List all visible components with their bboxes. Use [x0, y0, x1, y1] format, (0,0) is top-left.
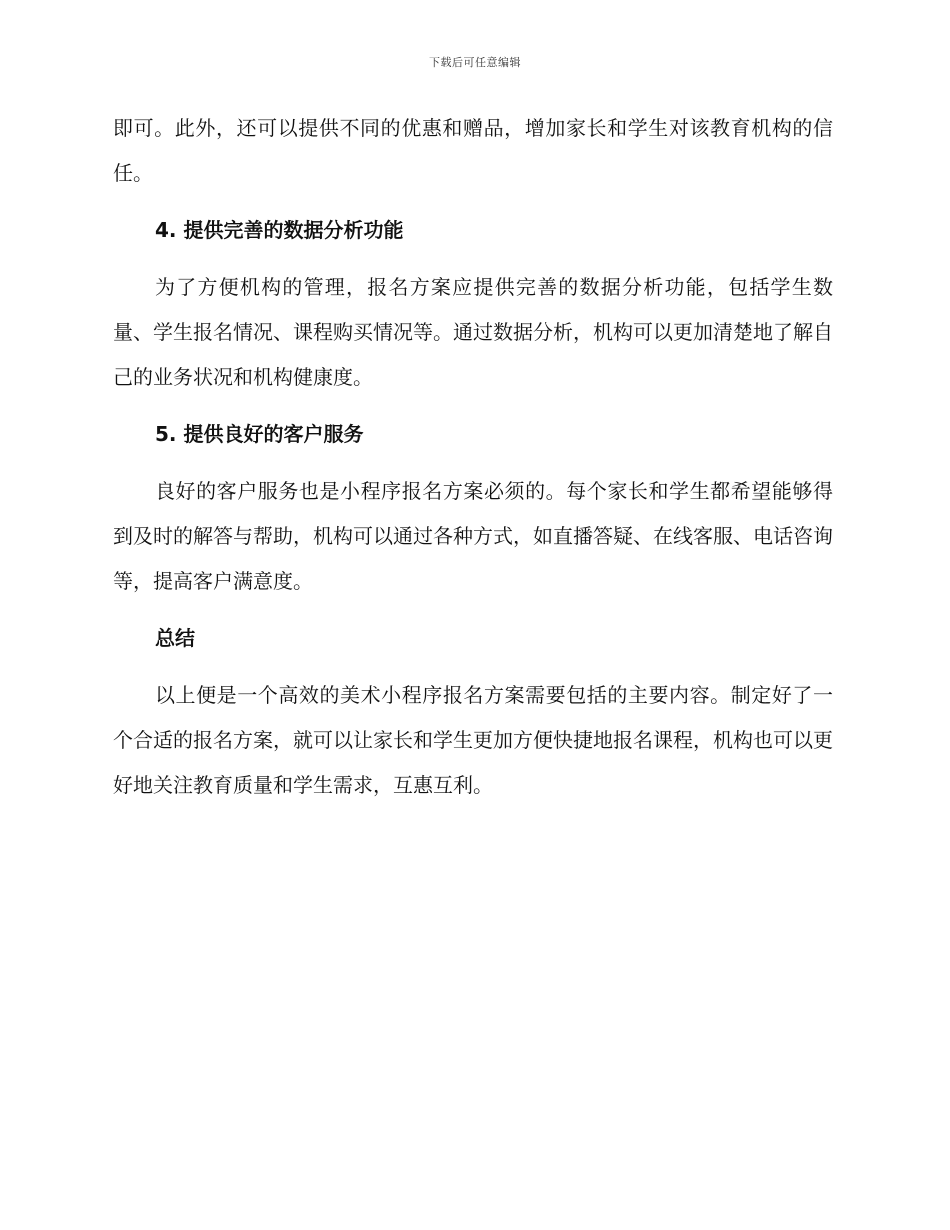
paragraph-customer-service: 良好的客户服务也是小程序报名方案必须的。每个家长和学生都希望能够得到及时的解答与帮助，机构可以通过各种方式，如直播答疑、在线客服、电话咨询等，提高客户满意度。 [113, 479, 833, 593]
paragraph-summary: 以上便是一个高效的美术小程序报名方案需要包括的主要内容。制定好了一个合适的报名方案，就可以让家长和学生更加方便快捷地报名课程，机构也可以更好地关注教育质量和学生需求，互惠互利。 [113, 683, 833, 797]
section-heading-data-analysis: 4. 提供完善的数据分析功能 [155, 218, 404, 242]
page-header-note: 下载后可任意编辑 [429, 56, 521, 69]
section-heading-customer-service: 5. 提供良好的客户服务 [155, 422, 364, 446]
paragraph-data-analysis: 为了方便机构的管理，报名方案应提供完善的数据分析功能，包括学生数量、学生报名情况、课程购买情况等。通过数据分析，机构可以更加清楚地了解自己的业务状况和机构健康度。 [113, 275, 833, 389]
document-body [113, 106, 833, 820]
paragraph-continuation: 即可。此外，还可以提供不同的优惠和赠品，增加家长和学生对该教育机构的信任。 [113, 116, 833, 185]
section-heading-summary: 总结 [155, 626, 195, 650]
